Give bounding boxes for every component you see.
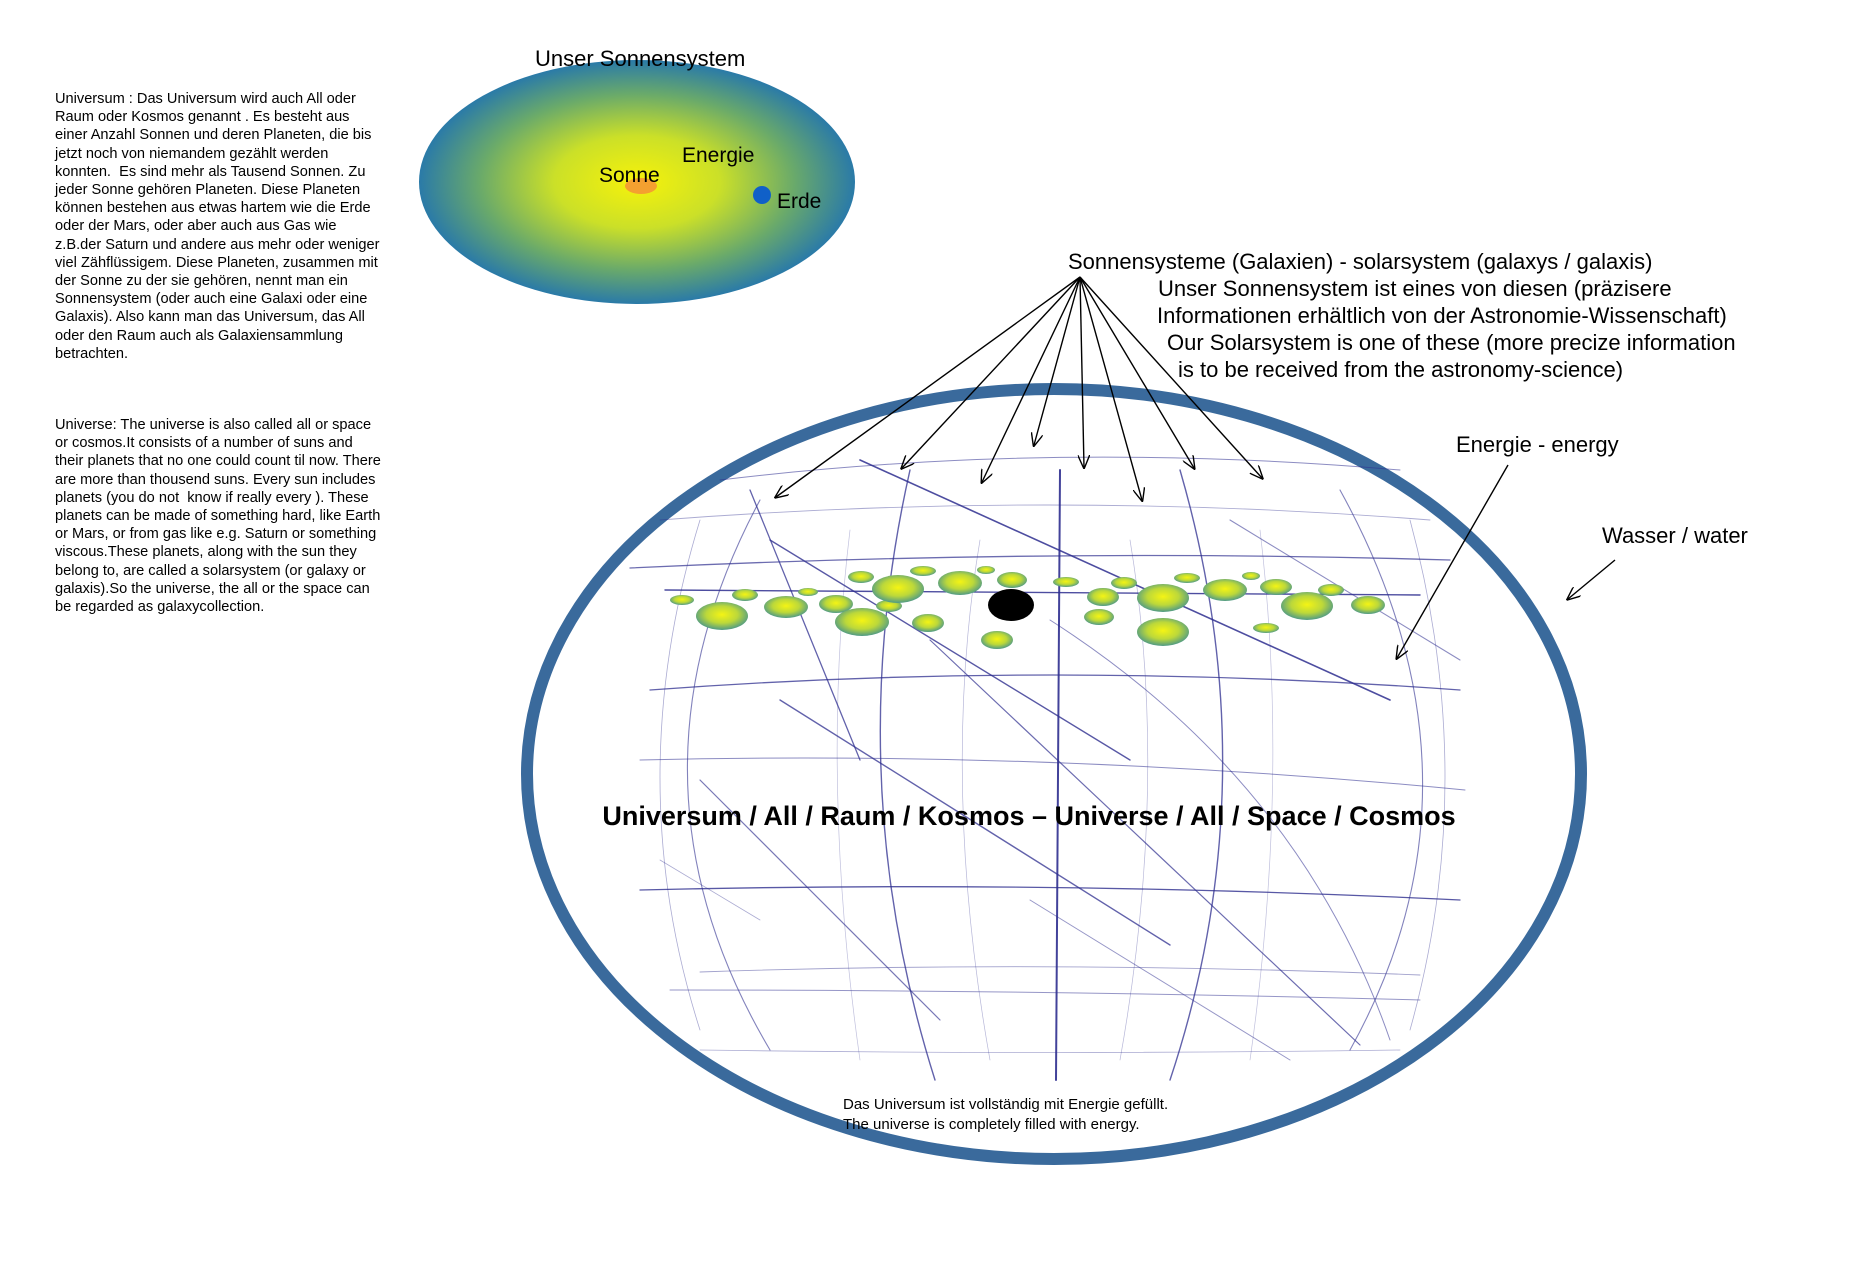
galaxies-note-line5: is to be received from the astronomy-science) <box>1178 357 1624 382</box>
english-explanation: Universe: The universe is also called all or space or cosmos.It consists of a number of suns and their planets that no one could count til now. There are more than thousend suns. Every sun includes planets (you do not know if really every ). These planets can be made of something hard, like Earth or Mars, or from gas like e.g. Saturn or something viscous.These planets, along with the sun they belong to, are called a solarsystem (or galaxy or galaxis).So the universe, the all or the space can be regarded as galaxycollection. <box>55 417 385 616</box>
galaxy <box>798 588 818 596</box>
galaxy <box>1174 573 1200 583</box>
grid-line <box>700 967 1420 975</box>
galaxy <box>1253 623 1279 633</box>
german-explanation: Universum : Das Universum wird auch All oder Raum oder Kosmos genannt . Es besteht aus einer Anzahl Sonnen und deren Planeten, die bis jetzt noch von niemandem gezählt werden konnten. Es sind mehr als Tausend Sonnen. Zu jeder Sonne gehören Planeten. Diese Planeten können bestehen aus etwas hartem wie die Erde oder der Mars, oder aber auch aus Gas wie z.B.der Saturn und andere aus mehr oder weniger viel Zähflüssigem. Diese Planeten, zusammen mit der Sonne zu der sie gehören, nennt man ein Sonnensystem (oder auch eine Galaxi oder eine Galaxis). Also kann man das Universum, das All oder den Raum auch als Galaxiensammlung betrachten. <box>55 91 384 362</box>
galaxy <box>1242 572 1260 580</box>
galaxy <box>912 614 944 632</box>
galaxy <box>1084 609 1114 625</box>
footer-line1: Das Universum ist vollständig mit Energie gefüllt. <box>843 1096 1169 1113</box>
grid-line <box>640 887 1460 900</box>
solar-system-diagram <box>419 46 855 304</box>
galaxy <box>835 608 889 636</box>
energy-label: Energie - energy <box>1456 432 1619 457</box>
galaxy <box>1137 618 1189 646</box>
galaxy <box>732 589 758 601</box>
galaxy <box>696 602 748 630</box>
energy-grid <box>630 457 1465 1080</box>
grid-line <box>962 540 990 1060</box>
footer-line2: The universe is completely filled with energy. <box>843 1116 1140 1133</box>
galaxy <box>1281 592 1333 620</box>
grid-line <box>1250 530 1273 1060</box>
grid-line <box>687 500 770 1050</box>
grid-line <box>930 640 1360 1045</box>
galaxy <box>1318 584 1344 596</box>
galaxy <box>1137 584 1189 612</box>
galaxy <box>981 631 1013 649</box>
grid-line <box>1056 470 1060 1080</box>
grid-line <box>1120 540 1148 1060</box>
galaxy <box>1351 596 1385 614</box>
sun-label: Sonne <box>599 164 660 187</box>
water-label: Wasser / water <box>1602 523 1748 548</box>
water-arrow <box>1568 560 1615 599</box>
grid-line <box>1030 900 1290 1060</box>
solar-system-title: Unser Sonnensystem <box>535 46 746 71</box>
galaxies-note-line4: Our Solarsystem is one of these (more precize information <box>1167 330 1736 355</box>
grid-line <box>700 1050 1400 1053</box>
galaxy <box>997 572 1027 588</box>
galaxies-note-line2: Unser Sonnensystem ist eines von diesen (präzisere <box>1158 276 1672 301</box>
universe-label: Universum / All / Raum / Kosmos – Universe / All / Space / Cosmos <box>602 801 1456 831</box>
grid-line <box>1340 490 1423 1050</box>
galaxy <box>938 571 982 595</box>
galaxy-arrow <box>982 277 1080 482</box>
galaxy <box>977 566 995 574</box>
galaxy <box>872 575 924 603</box>
galaxies-note-line1: Sonnensysteme (Galaxien) - solarsystem (galaxys / galaxis) <box>1068 249 1653 274</box>
energy-label-solar: Energie <box>682 144 755 167</box>
galaxy <box>1260 579 1292 595</box>
our-galaxy-black-dot <box>988 589 1034 621</box>
grid-line <box>660 505 1430 520</box>
grid-line <box>660 860 760 920</box>
galaxy-arrow <box>1080 277 1084 467</box>
galaxy <box>1053 577 1079 587</box>
galaxy <box>670 595 694 605</box>
galaxy <box>1203 579 1247 601</box>
earth-label: Erde <box>777 190 822 213</box>
galaxy <box>1111 577 1137 589</box>
grid-line <box>1170 470 1223 1080</box>
galaxy <box>1087 588 1119 606</box>
grid-line <box>630 556 1450 569</box>
galaxy <box>764 596 808 618</box>
earth-dot <box>753 186 771 204</box>
galaxies-note-line3: Informationen erhältlich von der Astronomie-Wissenschaft) <box>1157 303 1727 328</box>
grid-line <box>640 758 1465 790</box>
galaxy <box>910 566 936 576</box>
grid-line <box>1410 520 1445 1030</box>
galaxy <box>848 571 874 583</box>
